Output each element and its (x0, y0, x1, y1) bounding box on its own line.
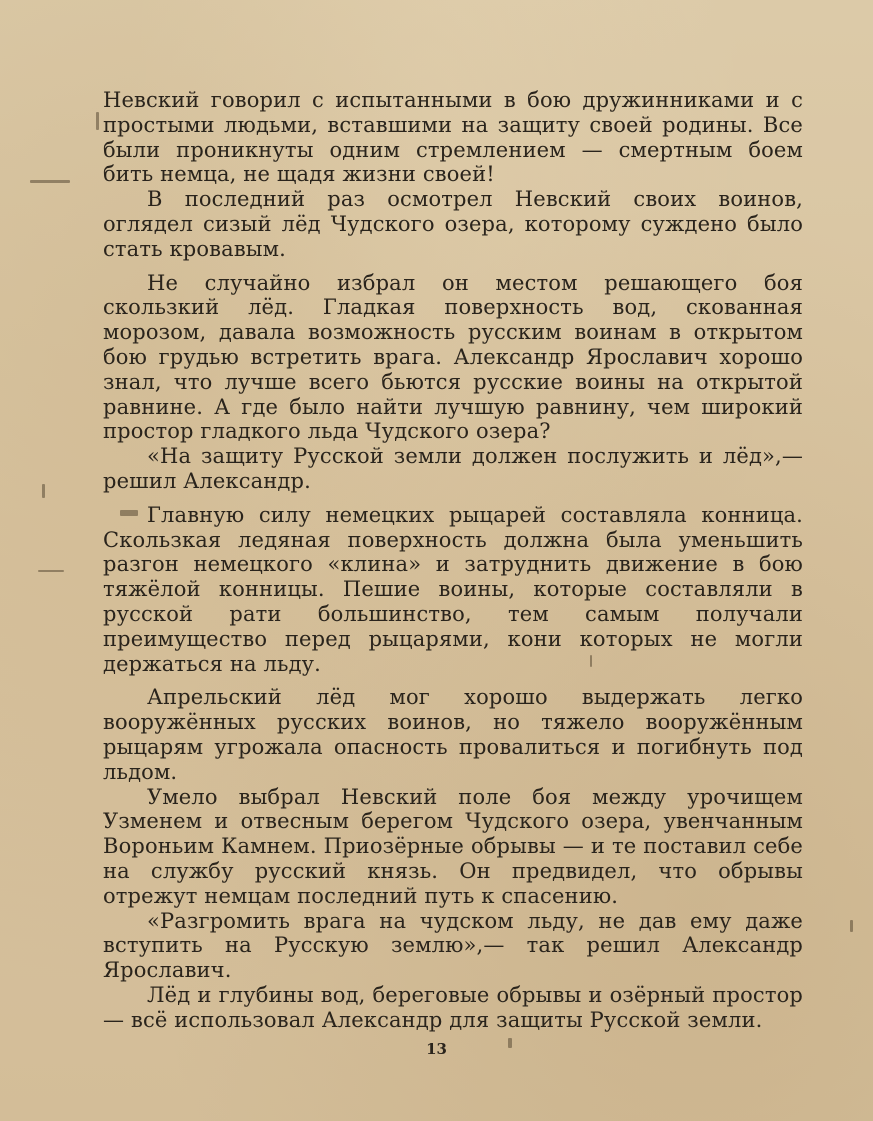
paragraph-1: Невский говорил с испытанными в бою дружинниками и с простыми людьми, вставшими на защиту своей родины. Все были проникнуты одним стремлением — смертным боем бить немца, не щадя жизни своей! (103, 88, 803, 187)
paragraph-6: Апрельский лёд мог хорошо выдержать легко вооружённых русских воинов, но тяжело вооружённым рыцарям угрожала опасность провалиться и погибнуть под льдом. (103, 685, 803, 784)
paper-speck (508, 1038, 512, 1048)
paper-speck (38, 570, 64, 572)
paragraph-2: В последний раз осмотрел Невский своих воинов, оглядел сизый лёд Чудского озера, которому суждено было стать кровавым. (103, 187, 803, 261)
paragraph-5: Главную силу немецких рыцарей составляла конница. Скользкая ледяная поверхность должна была уменьшить разгон немецкого «клина» и затруднить движение в бою тяжёлой конницы. Пешие воины, которые составляли в русской рати большинство, тем самым получали преимущество перед рыцарями, кони которых не могли держаться на льду. (103, 502, 803, 676)
paper-speck (120, 510, 138, 516)
paragraph-8: «Разгромить врага на чудском льду, не дав ему даже вступить на Русскую землю»,— так решил Александр Ярославич. (103, 908, 803, 983)
paper-speck (42, 484, 45, 498)
page-number: 13 (426, 1040, 447, 1058)
paragraph-3: Не случайно избрал он местом решающего боя скользкий лёд. Гладкая поверхность вод, скованная морозом, давала возможность русским воинам в открытом бою грудью встретить врага. Александр Ярославич хорошо знал, что лучше всего бьются русские воины на открытой равнине. А где было найти лучшую равнину, чем широкий простор гладкого льда Чудского озера? (103, 270, 803, 444)
paragraph-9: Лёд и глубины вод, береговые обрывы и озёрный простор — всё использовал Александр для защиты Русской земли. (103, 982, 803, 1032)
paper-speck (96, 112, 99, 130)
paper-speck (30, 180, 70, 183)
body-text (103, 88, 803, 1032)
paragraph-7: Умело выбрал Невский поле боя между урочищем Узменем и отвесным берегом Чудского озера, увенчанным Вороньим Камнем. Приозёрные обрывы — и те поставил себе на службу русский князь. Он предвидел, что обрывы отрежут немцам последний путь к спасению. (103, 784, 803, 908)
paragraph-4: «На защиту Русской земли должен послужить и лёд»,— решил Александр. (103, 444, 803, 493)
paper-speck (850, 920, 853, 932)
paper-speck (590, 655, 592, 667)
